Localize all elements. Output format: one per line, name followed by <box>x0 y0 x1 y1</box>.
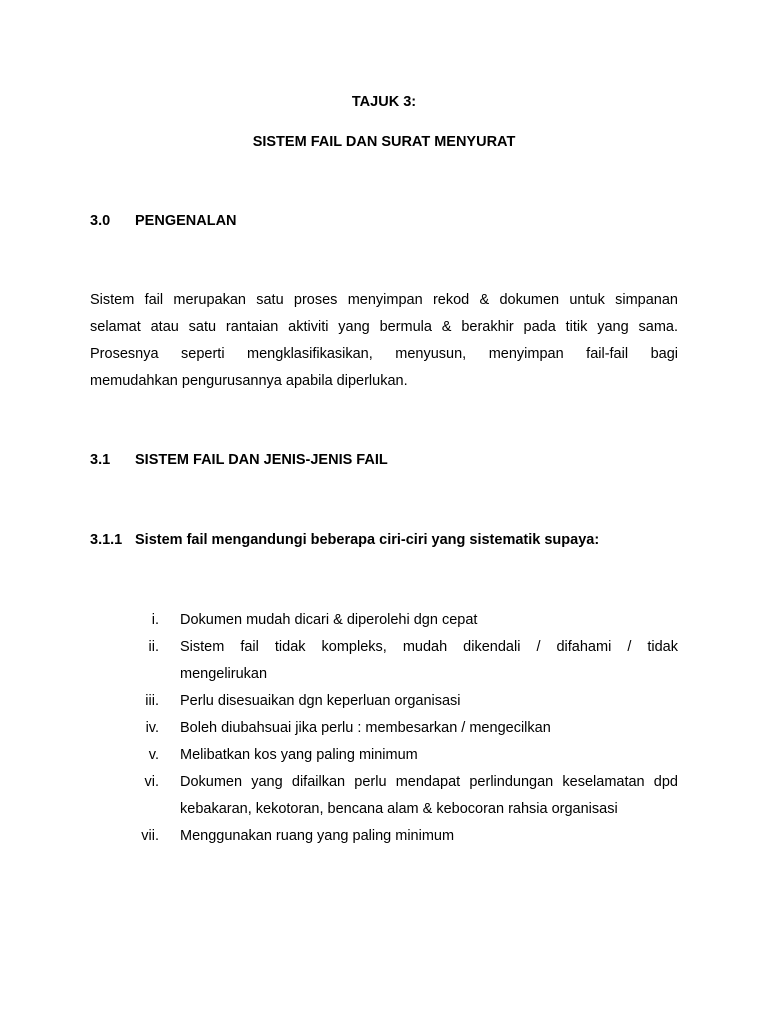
list-marker: vii. <box>141 828 159 844</box>
list-item <box>90 634 678 688</box>
section-number: 3.1.1 <box>90 532 123 548</box>
paragraph-line: selamat atau satu rantaian aktiviti yang bermula & berakhir pada titik yang sama. <box>90 319 678 335</box>
list-item-line: Dokumen yang difailkan perlu mendapat perlindungan keselamatan dpd <box>180 774 678 790</box>
section-heading-3-1 <box>90 451 388 469</box>
list-item-text <box>180 742 678 769</box>
list-item-text <box>180 715 678 742</box>
list-item-line: Menggunakan ruang yang paling minimum <box>180 828 455 844</box>
list-item <box>90 607 678 634</box>
list-item-line: kebakaran, kekotoran, bencana alam & kebocoran rahsia organisasi <box>180 801 618 817</box>
section-heading-3-1-1 <box>90 531 599 549</box>
list-marker: ii. <box>148 639 159 655</box>
section-number: 3.1 <box>90 452 111 468</box>
list-marker: iii. <box>145 693 159 709</box>
list-item <box>90 769 678 823</box>
chapter-label: TAJUK 3: <box>351 94 417 110</box>
list-item <box>90 715 678 742</box>
section-title: Sistem fail mengandungi beberapa ciri-ciri yang sistematik supaya: <box>135 532 600 548</box>
list-item-text <box>180 607 678 634</box>
list-item-text <box>180 634 678 688</box>
section-title: SISTEM FAIL DAN JENIS-JENIS FAIL <box>135 452 388 468</box>
paragraph-line: Prosesnya seperti mengklasifikasikan, menyusun, menyimpan fail-fail bagi <box>90 346 678 362</box>
list-item-text <box>180 769 678 823</box>
list-item-line: Boleh diubahsuai jika perlu : membesarkan / mengecilkan <box>180 720 551 736</box>
list-item <box>90 688 678 715</box>
list-item-line: Sistem fail tidak kompleks, mudah dikendali / difahami / tidak <box>180 639 678 655</box>
list-item-line: Dokumen mudah dicari & diperolehi dgn cepat <box>180 612 478 628</box>
list-item-line: Perlu disesuaikan dgn keperluan organisasi <box>180 693 461 709</box>
paragraph-line: memudahkan pengurusannya apabila diperlukan. <box>90 373 408 389</box>
chapter-title: SISTEM FAIL DAN SURAT MENYURAT <box>252 134 516 150</box>
paragraph-line: Sistem fail merupakan satu proses menyimpan rekod & dokumen untuk simpanan <box>90 292 678 308</box>
list-marker: v. <box>148 747 159 763</box>
list-item <box>90 823 678 850</box>
intro-paragraph <box>90 287 678 395</box>
list-marker: vi. <box>144 774 159 790</box>
list-item-text <box>180 823 678 850</box>
list-item-line: Melibatkan kos yang paling minimum <box>180 747 418 763</box>
section-number: 3.0 <box>90 213 111 229</box>
list-item-line: mengelirukan <box>180 666 268 682</box>
list-item <box>90 742 678 769</box>
list-marker: i. <box>151 612 159 628</box>
section-heading-3-0 <box>90 212 237 230</box>
list-marker: iv. <box>145 720 159 736</box>
section-title: PENGENALAN <box>135 213 237 229</box>
list-item-text <box>180 688 678 715</box>
criteria-list <box>90 607 678 850</box>
